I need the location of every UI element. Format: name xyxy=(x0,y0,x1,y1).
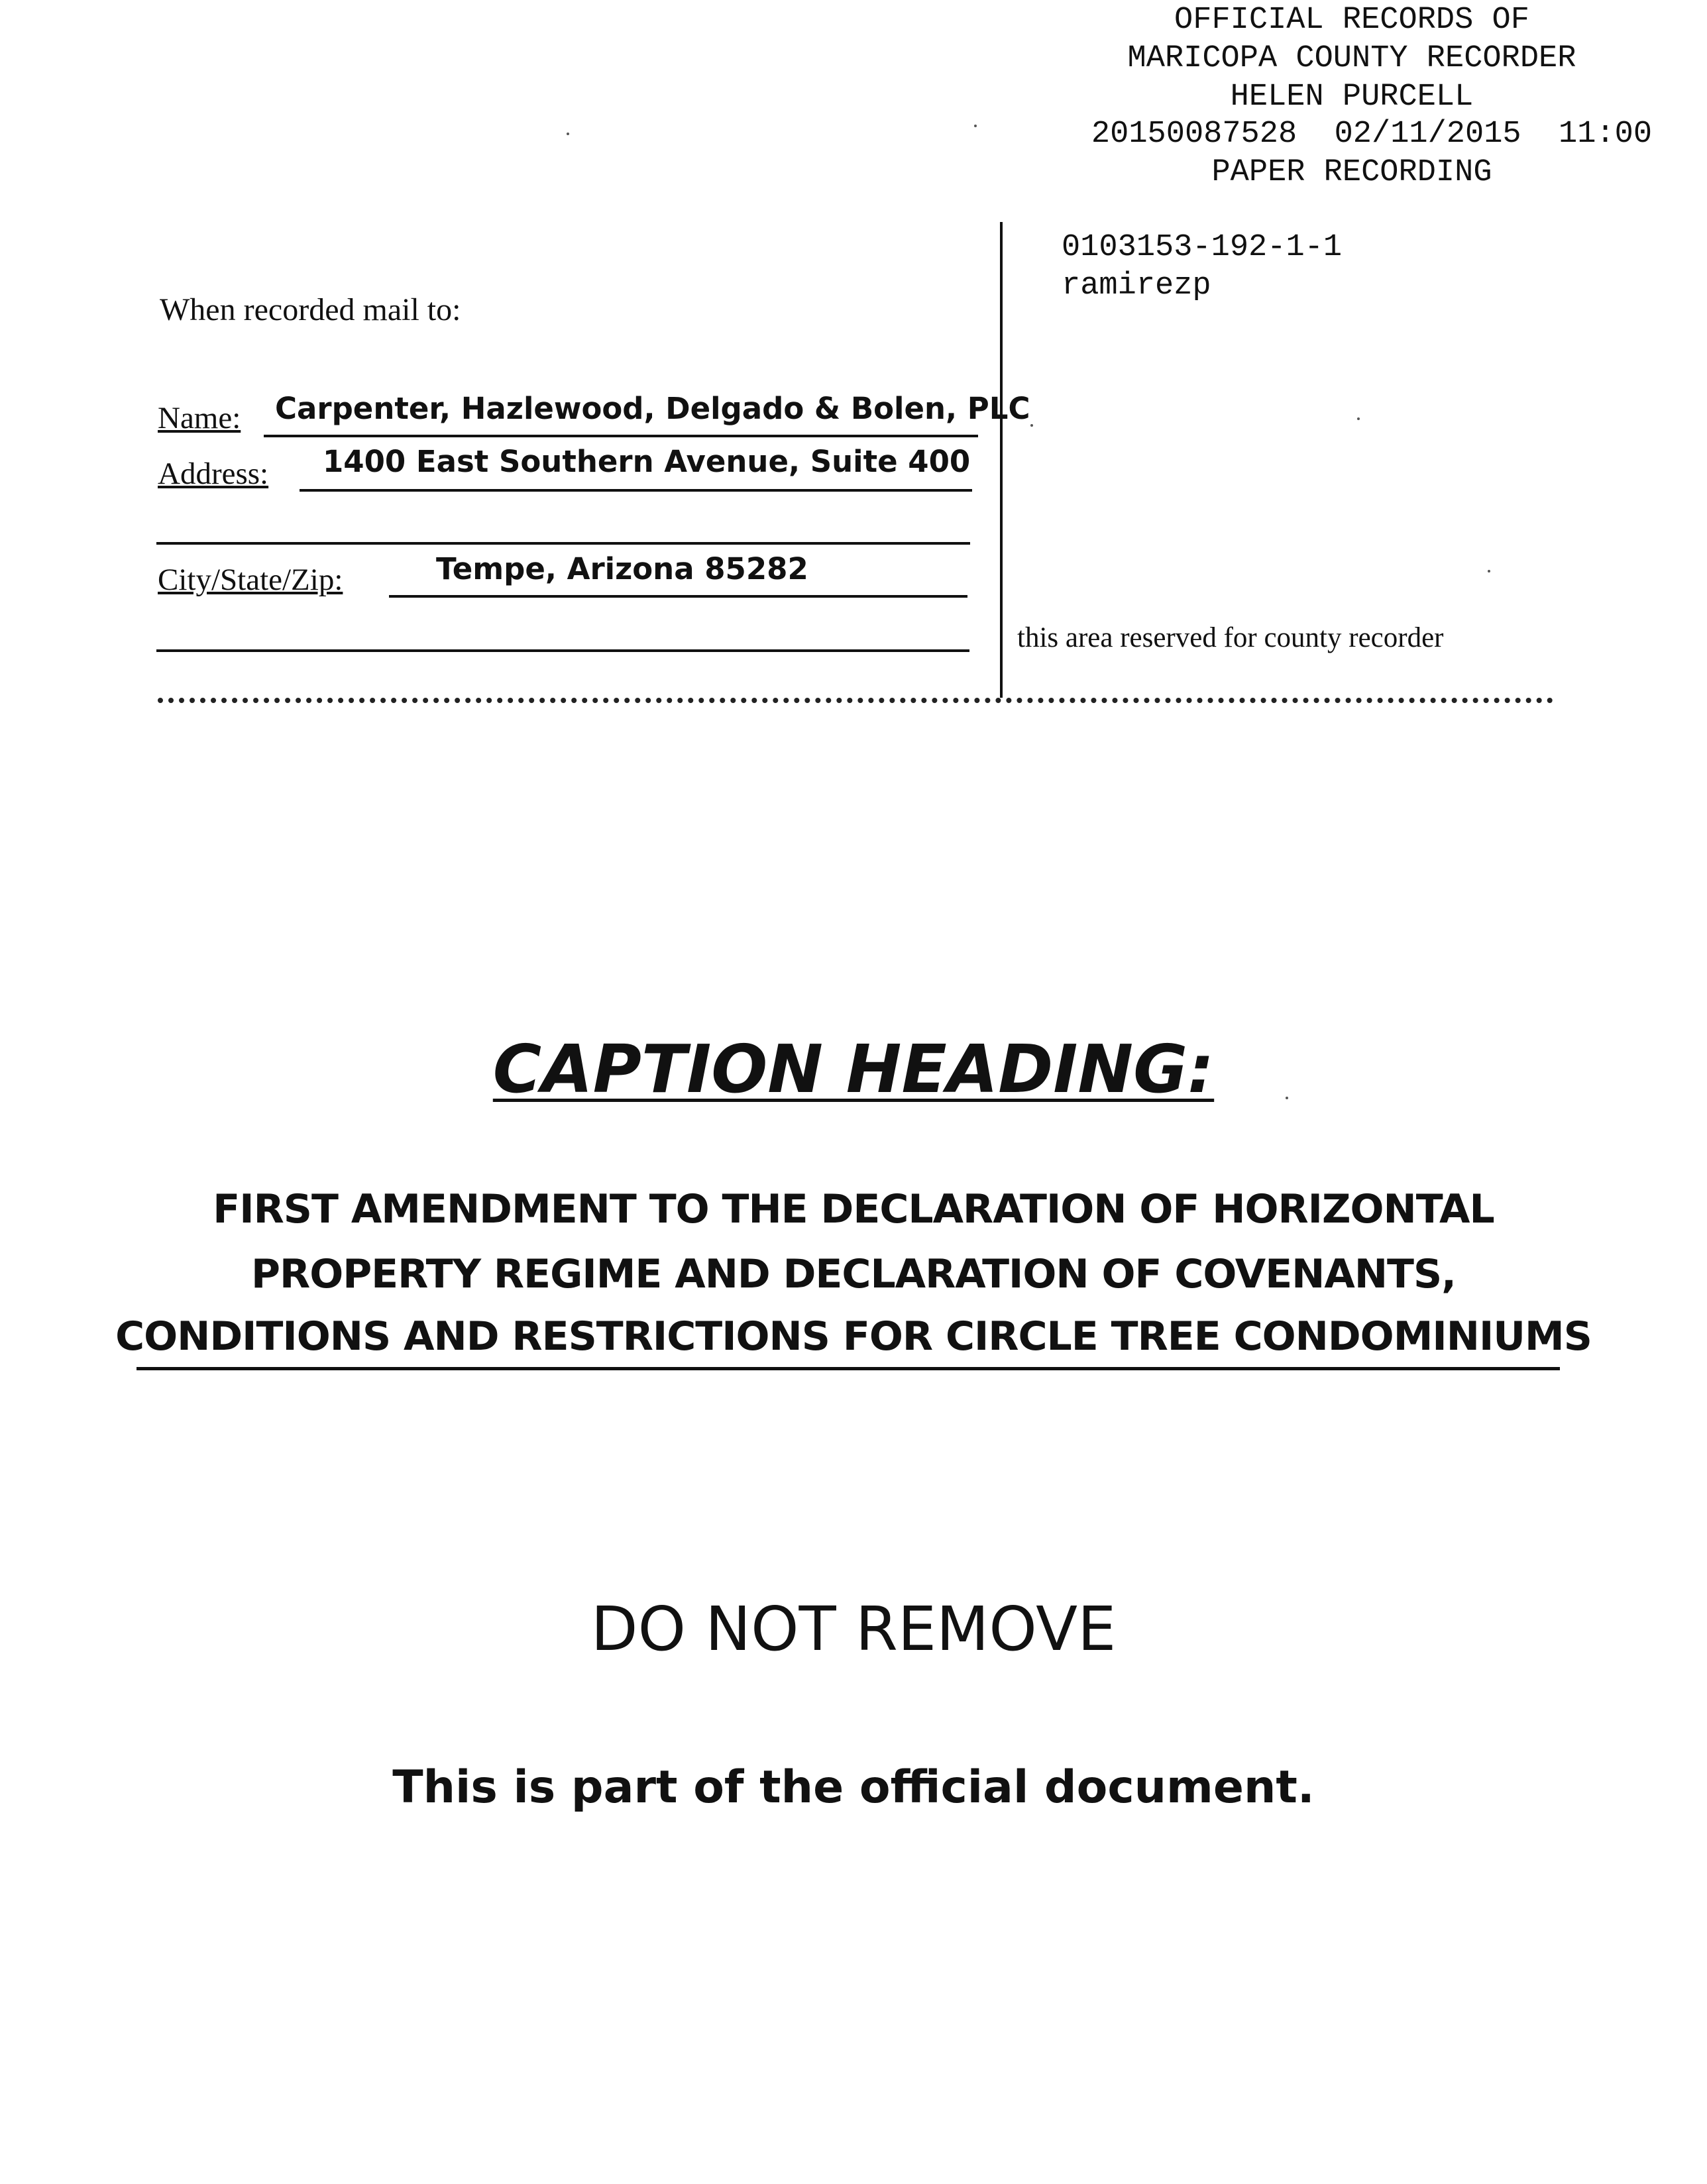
reserved-area-note: this area reserved for county recorder xyxy=(1017,622,1444,653)
official-document-notice: This is part of the official document. xyxy=(392,1761,1315,1814)
recorder-stamp-line-1: OFFICIAL RECORDS OF xyxy=(1174,3,1529,38)
scan-speck xyxy=(1286,1097,1288,1099)
address-label: Address: xyxy=(158,457,269,491)
caption-title-rule xyxy=(137,1367,1560,1370)
recording-number-date-time: 20150087528 02/11/2015 11:00 xyxy=(1091,117,1653,152)
clerk-id: ramirezp xyxy=(1062,268,1211,303)
vertical-divider xyxy=(1000,222,1003,698)
caption-heading: CAPTION HEADING: xyxy=(492,1030,1215,1108)
scan-speck xyxy=(1357,417,1360,420)
city-state-zip-value: Tempe, Arizona 85282 xyxy=(436,551,808,586)
address-rule xyxy=(300,489,972,492)
name-value: Carpenter, Hazlewood, Delgado & Bolen, PLC xyxy=(275,391,1030,426)
blank-address-rule xyxy=(156,542,970,545)
scan-speck xyxy=(1488,570,1490,573)
mail-to-heading: When recorded mail to: xyxy=(160,292,461,327)
scan-speck xyxy=(974,125,977,127)
recorder-stamp-line-5: PAPER RECORDING xyxy=(1211,155,1492,190)
caption-title-line-3: CONDITIONS AND RESTRICTIONS FOR CIRCLE TREE CONDOMINIUMS xyxy=(115,1313,1592,1360)
document-code: 0103153-192-1-1 xyxy=(1062,230,1343,265)
caption-title-line-2: PROPERTY REGIME AND DECLARATION OF COVENANTS, xyxy=(251,1251,1456,1297)
recorder-stamp-line-3: HELEN PURCELL xyxy=(1230,80,1474,115)
name-label: Name: xyxy=(158,401,241,435)
dotted-separator xyxy=(158,698,1553,703)
caption-title-line-1: FIRST AMENDMENT TO THE DECLARATION OF HORIZONTAL xyxy=(213,1186,1494,1232)
city-state-zip-rule xyxy=(389,595,967,598)
name-rule xyxy=(264,435,978,437)
address-value: 1400 East Southern Avenue, Suite 400 xyxy=(323,444,971,479)
do-not-remove-notice: DO NOT REMOVE xyxy=(590,1594,1117,1665)
blank-city-rule xyxy=(156,649,969,652)
recorder-stamp-line-2: MARICOPA COUNTY RECORDER xyxy=(1127,41,1576,76)
city-state-zip-label: City/State/Zip: xyxy=(158,563,343,597)
scan-speck xyxy=(1030,424,1033,427)
scan-speck xyxy=(567,133,569,135)
